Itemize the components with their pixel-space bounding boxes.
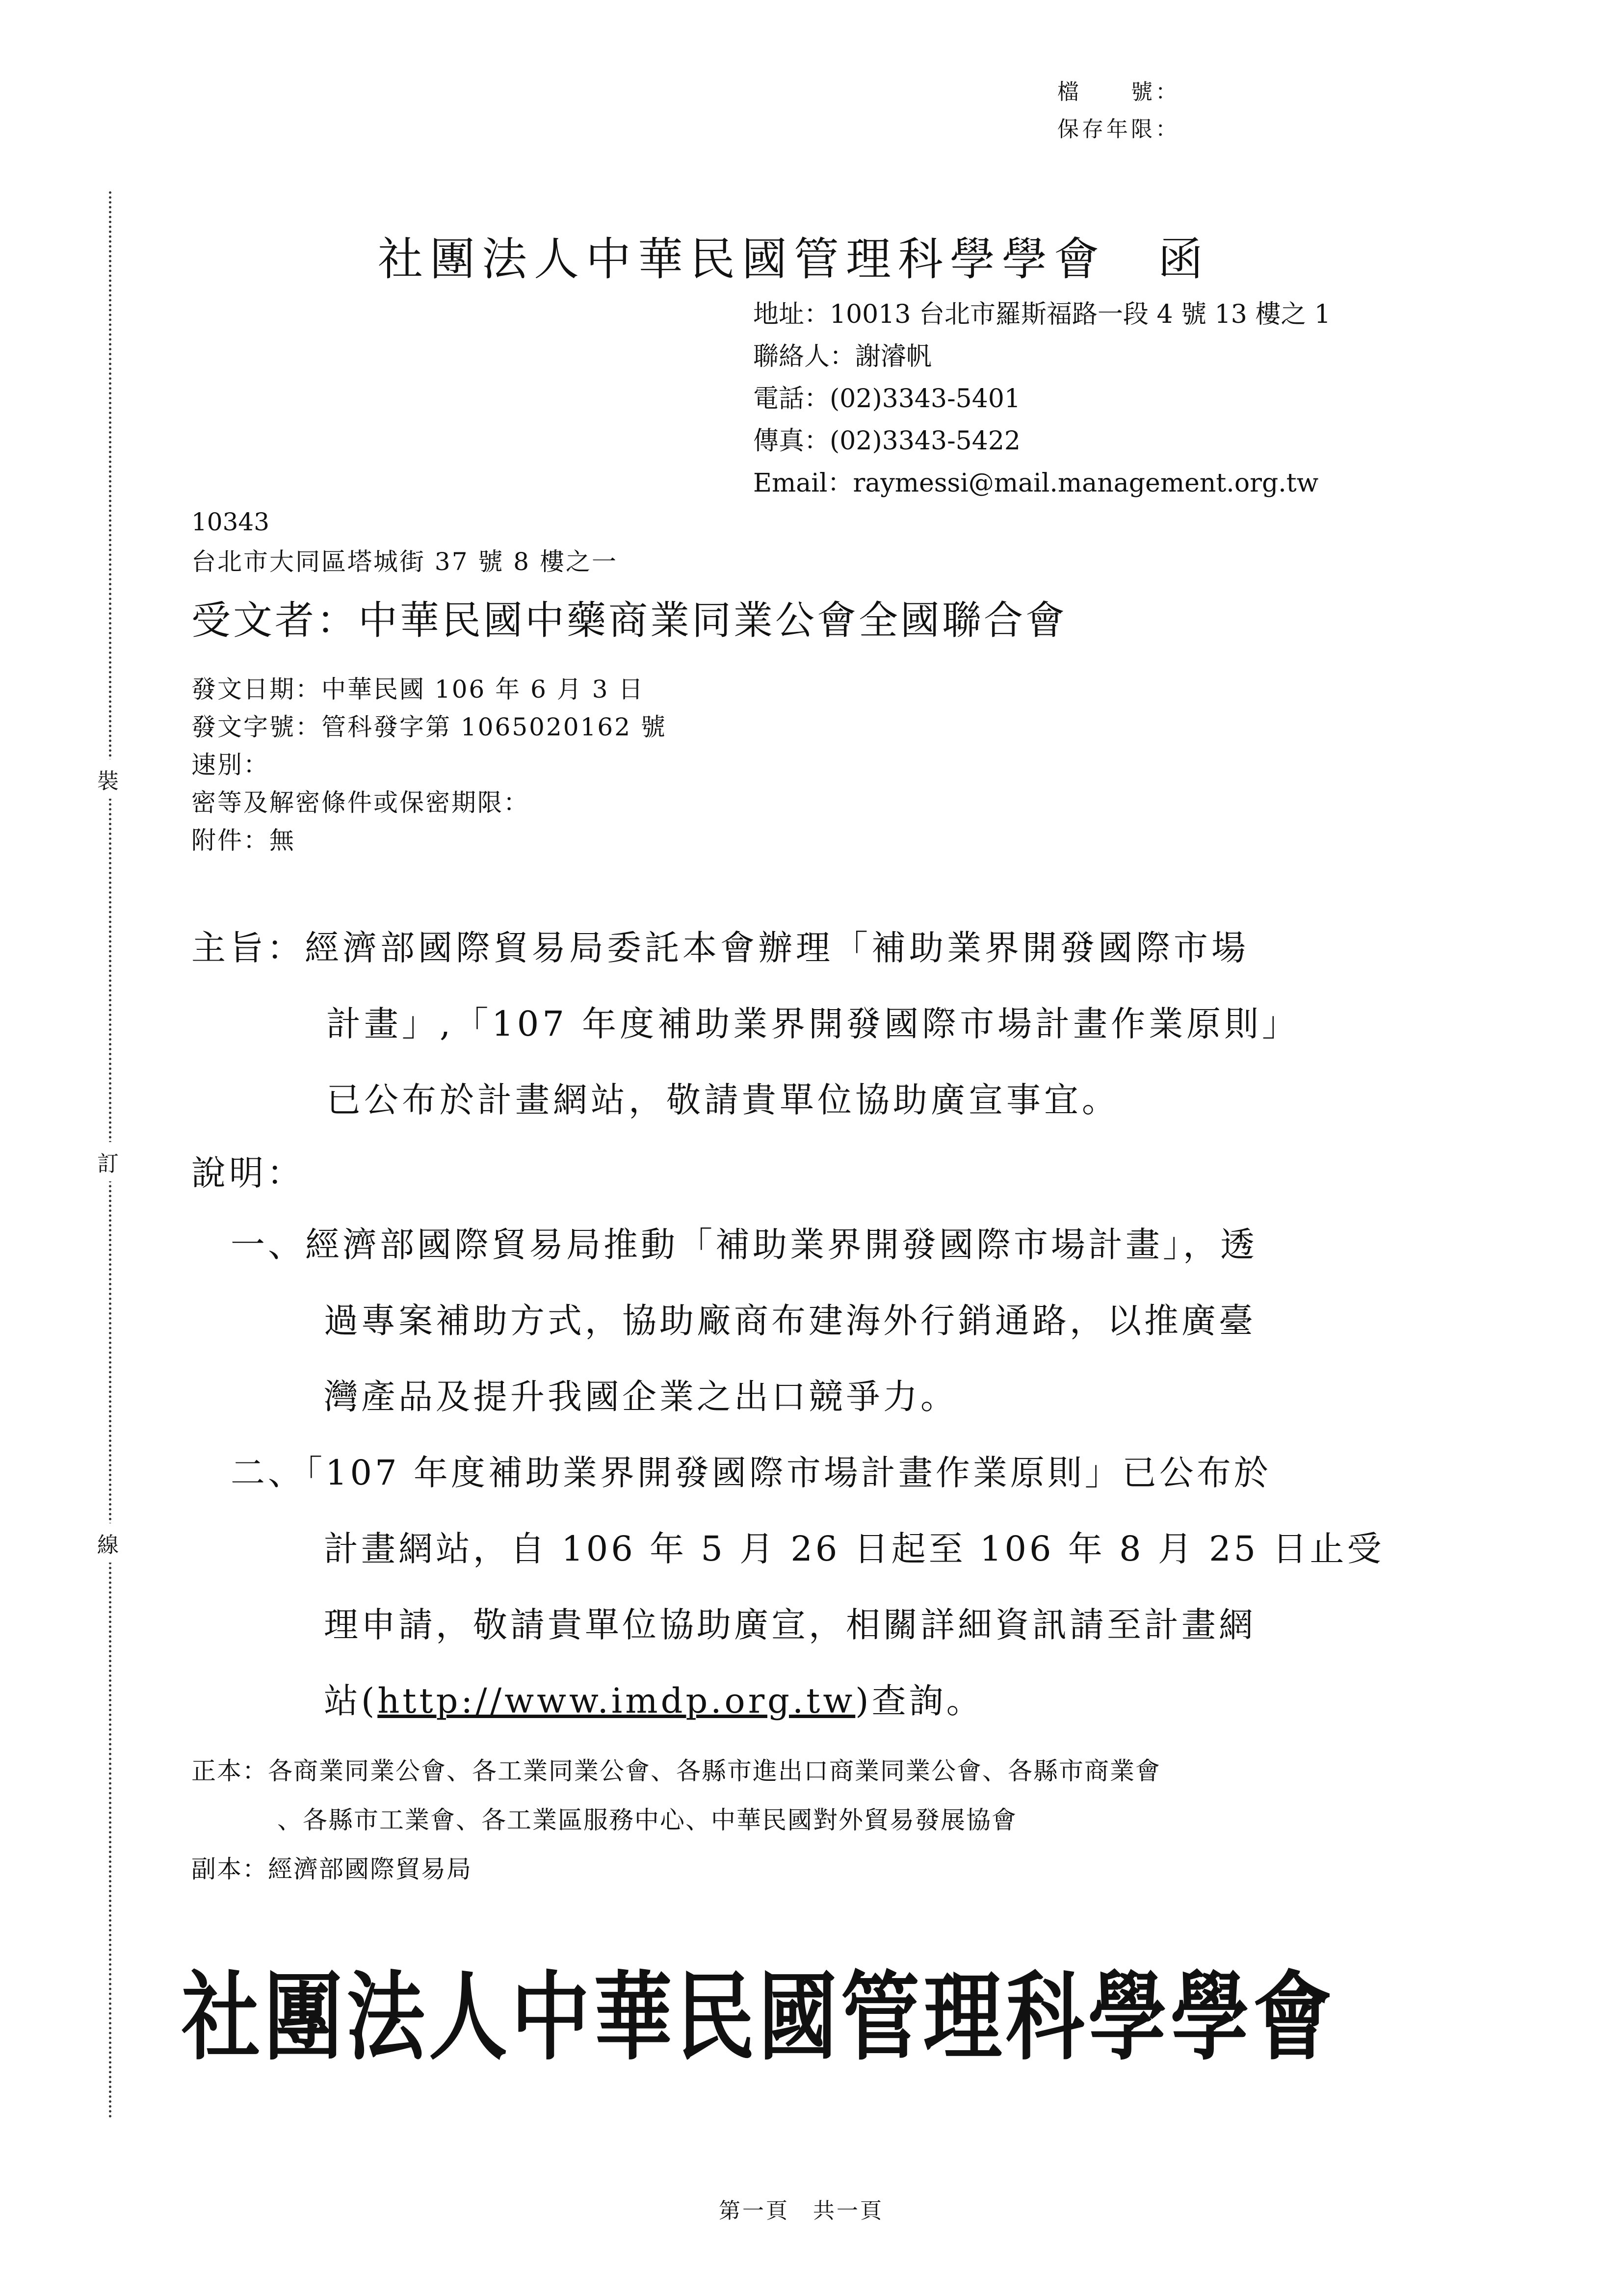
explanation-line: 二、「107 年度補助業界開發國際市場計畫作業原則」已公布於 xyxy=(231,1453,1271,1493)
recipient-zip: 10343 xyxy=(191,508,270,536)
url-prefix: 站( xyxy=(324,1681,378,1721)
recipient-address: 台北市大同區塔城街 37 號 8 樓之一 xyxy=(191,548,618,576)
file-info xyxy=(1057,74,1180,148)
website-link[interactable]: http://www.imdp.org.tw xyxy=(377,1681,856,1721)
page-number: 第一頁 共一頁 xyxy=(719,2198,884,2223)
contact-phone: 電話：(02)3343-5401 xyxy=(753,384,1021,414)
url-suffix: )查詢。 xyxy=(855,1681,984,1721)
document-title: 社團法人中華民國管理科學學會 函 xyxy=(378,233,1210,286)
explanation-item-2 xyxy=(231,1435,1384,1739)
subject-line: 已公布於計畫網站，敬請貴單位協助廣宣事宜。 xyxy=(326,1080,1120,1120)
contact-person: 聯絡人：謝濬帆 xyxy=(753,342,932,371)
subject-line: 主旨：經濟部國際貿易局委託本會辦理「補助業界開發國際市場 xyxy=(191,928,1249,968)
distribution-list xyxy=(191,1747,1161,1894)
document-meta xyxy=(191,671,667,860)
issue-date: 發文日期：中華民國 106 年 6 月 3 日 xyxy=(191,675,645,704)
contact-address: 地址：10013 台北市羅斯福路一段 4 號 13 樓之 1 xyxy=(753,300,1331,329)
organization-seal: 社團法人中華民國管理科學學會 xyxy=(182,1961,1336,2073)
document-number: 發文字號：管科發字第 1065020162 號 xyxy=(191,713,667,741)
explanation-item-1 xyxy=(231,1207,1257,1435)
explanation-line: 一、經濟部國際貿易局推動「補助業界開發國際市場計畫」，透 xyxy=(231,1225,1257,1265)
binding-mark-ding: 訂 xyxy=(97,1142,119,1181)
retention-label: 保存年限： xyxy=(1057,117,1180,142)
subject-section xyxy=(191,910,1300,1138)
file-number-label: 檔 號： xyxy=(1057,79,1180,104)
original-recipients-cont: 、各縣市工業會、各工業區服務中心、中華民國對外貿易發展協會 xyxy=(277,1806,1017,1834)
explanation-line: 計畫網站，自 106 年 5 月 26 日起至 106 年 8 月 25 日止受 xyxy=(324,1529,1385,1569)
explanation-line xyxy=(231,1663,1384,1739)
explanation-line: 過專案補助方式，協助廠商布建海外行銷通路，以推廣臺 xyxy=(324,1301,1256,1341)
copy-recipients: 副本：經濟部國際貿易局 xyxy=(191,1855,472,1883)
subject-line: 計畫」,「107 年度補助業界開發國際市場計畫作業原則」 xyxy=(326,1004,1300,1044)
original-recipients: 正本：各商業同業公會、各工業同業公會、各縣市進出口商業同業公會、各縣市商業會 xyxy=(191,1757,1161,1785)
explanation-heading: 說明： xyxy=(191,1153,305,1193)
attachment-label: 附件：無 xyxy=(191,826,295,855)
contact-block xyxy=(753,293,1331,504)
contact-email: Email：raymessi@mail.management.org.tw xyxy=(753,469,1319,498)
contact-fax: 傳真：(02)3343-5422 xyxy=(753,426,1021,456)
explanation-line: 理申請，敬請貴單位協助廣宣，相關詳細資訊請至計畫網 xyxy=(324,1605,1256,1645)
speed-label: 速別： xyxy=(191,751,269,779)
explanation-line: 灣產品及提升我國企業之出口競爭力。 xyxy=(324,1377,958,1417)
binding-mark-xian: 線 xyxy=(97,1523,119,1563)
binding-mark-zhuang: 裝 xyxy=(97,759,119,799)
recipient-name: 受文者：中華民國中藥商業同業公會全國聯合會 xyxy=(191,598,1067,643)
secrecy-label: 密等及解密條件或保密期限： xyxy=(191,788,529,817)
